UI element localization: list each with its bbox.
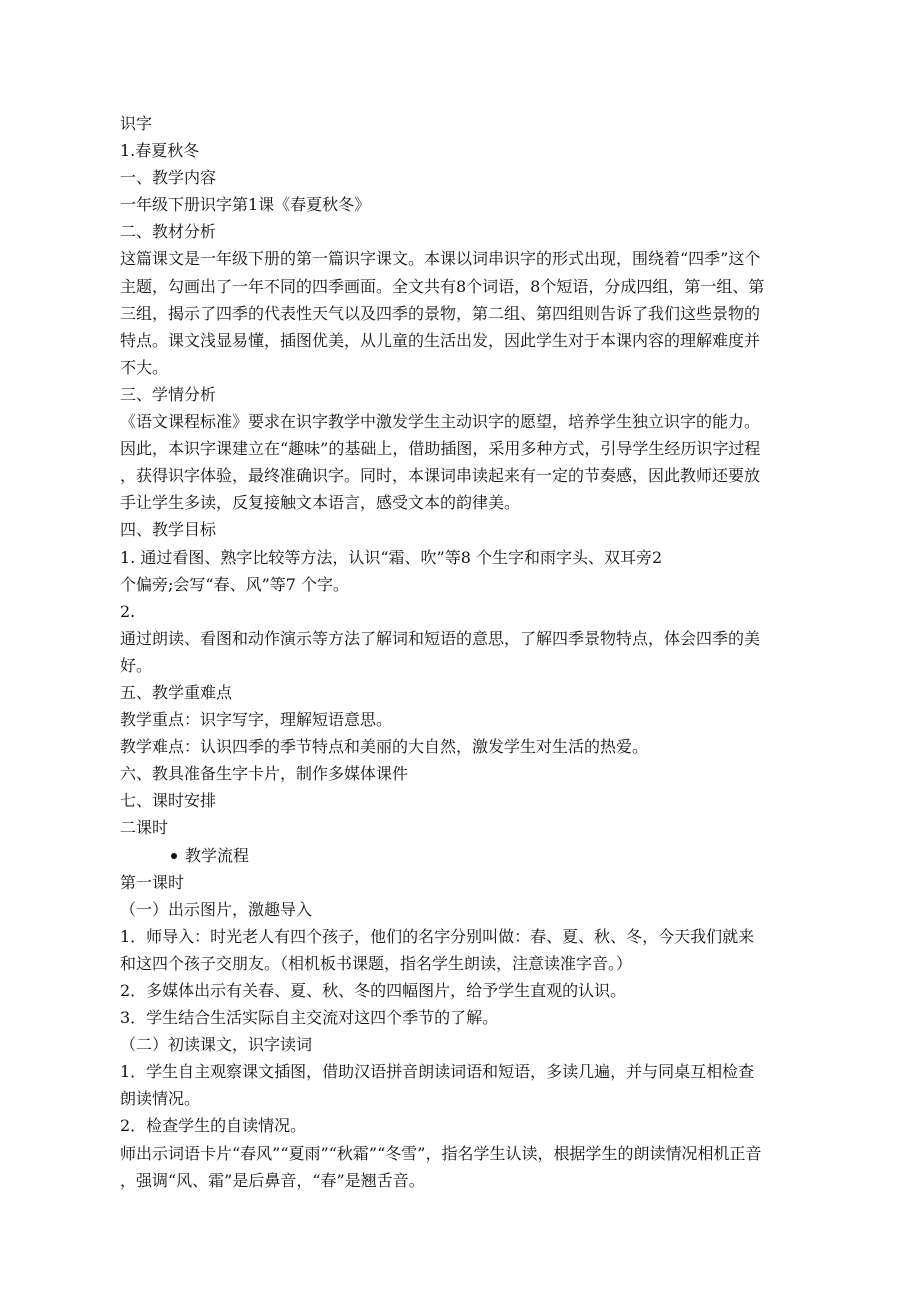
paragraph-line: 教学难点：认识四季的季节特点和美丽的大自然，激发学生对生活的热爱。 [120, 737, 649, 757]
paragraph-line: 手让学生多读，反复接触文本语言，感受文本的韵律美。 [120, 493, 521, 513]
paragraph-line: 和这四个孩子交朋友。（相机板书课题，指名学生朗读，注意读准字音。） [120, 953, 633, 973]
paragraph-line: 3．学生结合生活实际自主交流对这四个季节的了解。 [120, 1008, 499, 1028]
paragraph-line: 2．检查学生的自读情况。 [120, 1116, 307, 1136]
doc-heading: 识字 [120, 114, 153, 133]
paragraph-line: 2. [120, 601, 136, 621]
document-body [120, 110, 810, 1194]
section-heading: 二、教材分析 [120, 222, 217, 242]
paragraph-line: 1．学生自主观察课文插图，借助汉语拼音朗读词语和短语，多读几遍，并与同桌互相检查 [120, 1062, 755, 1082]
paragraph-line: 不大。 [120, 357, 169, 377]
paragraph-line: 师出示词语卡片“春风”“夏雨”“秋霜”“冬雪”，指名学生认读，根据学生的朗读情况相机正音 [120, 1143, 762, 1163]
paragraph-line: 好。 [120, 655, 153, 675]
section-heading: 四、教学目标 [120, 520, 217, 540]
paragraph-line: ，强调“风、霜”是后鼻音，“春”是翘舌音。 [120, 1170, 425, 1190]
bullet-icon [171, 853, 177, 859]
subsection-heading: （二）初读课文，识字读词 [120, 1035, 313, 1055]
paragraph-line: 主题，勾画出了一年不同的四季画面。全文共有8个词语，8个短语，分成四组，第一组、第 [120, 276, 765, 296]
paragraph-line: ，获得识字体验，最终准确识字。同时，本课词串读起来有一定的节奏感，因此教师还要放 [120, 466, 761, 486]
paragraph-line: 这篇课文是一年级下册的第一篇识字课文。本课以词串识字的形式出现，围绕着“四季”这个 [120, 249, 761, 269]
paragraph-line: 《语文课程标准》要求在识字教学中激发学生主动识字的愿望，培养学生独立识字的能力。 [120, 412, 761, 432]
paragraph-line: 特点。课文浅显易懂，插图优美，从儿童的生活出发，因此学生对于本课内容的理解难度并 [120, 330, 761, 350]
section-heading: 五、教学重难点 [120, 682, 233, 702]
bullet-list-item [120, 842, 810, 869]
bullet-label: 教学流程 [185, 845, 250, 865]
paragraph-line: 因此，本识字课建立在“趣味”的基础上，借助插图，采用多种方式，引导学生经历识字过程 [120, 439, 761, 459]
paragraph-line: 1. 通过看图、熟字比较等方法，认识“霜、吹”等8 个生字和雨字头、双耳旁2 [120, 547, 663, 567]
paragraph-line: 个偏旁;会写“春、风”等7 个字。 [120, 574, 350, 594]
paragraph-line: 一年级下册识字第1课《春夏秋冬》 [120, 195, 371, 215]
lesson-title: 1.春夏秋冬 [120, 141, 200, 161]
section-heading: 三、学情分析 [120, 384, 217, 404]
section-heading: 七、课时安排 [120, 791, 217, 811]
section-heading: 六、教具准备生字卡片，制作多媒体课件 [120, 764, 409, 784]
paragraph-line: 1．师导入：时光老人有四个孩子，他们的名字分别叫做：春、夏、秋、冬，今天我们就来 [120, 926, 755, 946]
paragraph-line: 2．多媒体出示有关春、夏、秋、冬的四幅图片，给予学生直观的认识。 [120, 981, 627, 1000]
paragraph-line: 教学重点：识字写字，理解短语意思。 [120, 710, 393, 730]
paragraph-line: 二课时 [120, 818, 169, 838]
section-heading: 一、教学内容 [120, 168, 217, 188]
paragraph-line: 通过朗读、看图和动作演示等方法了解词和短语的意思，了解四季景物特点，体会四季的美 [120, 628, 761, 648]
paragraph-line: 三组，揭示了四季的代表性天气以及四季的景物，第二组、第四组则告诉了我们这些景物的 [120, 303, 761, 323]
subsection-heading: （一）出示图片，激趣导入 [120, 899, 313, 919]
section-heading: 第一课时 [120, 872, 185, 892]
paragraph-line: 朗读情况。 [120, 1089, 201, 1109]
